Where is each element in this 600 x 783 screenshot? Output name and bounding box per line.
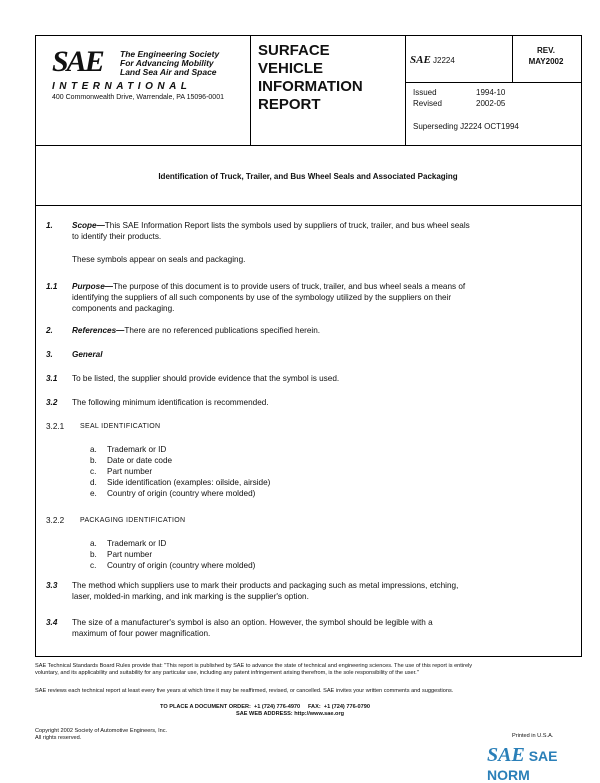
header-col-divider-3 xyxy=(512,35,513,82)
list-item: c. xyxy=(90,561,97,570)
section-1-1-number: 1.1 xyxy=(46,282,58,291)
rev-divider xyxy=(405,82,581,83)
sae-norm-watermark: SAE SAE NORM xyxy=(487,744,558,783)
list-item-text: Country of origin (country where molded) xyxy=(107,489,256,498)
web-address-line: SAE WEB ADDRESS: http://www.sae.org xyxy=(236,711,345,717)
section-3-2-2-heading: PACKAGING IDENTIFICATION xyxy=(80,517,186,524)
policy-line-2: voluntary, and its applicability and suitability for any particular use, including any patent infringement arising therefrom, is the sole responsibility of the user." xyxy=(35,670,419,676)
rights-reserved: All rights reserved. xyxy=(35,735,82,741)
report-type-title: SURFACE VEHICLE INFORMATION REPORT xyxy=(258,42,363,113)
section-2-text: References—There are no referenced publications specified herein. xyxy=(72,326,321,335)
policy-line-1: SAE Technical Standards Board Rules provide that: "This report is published by SAE to advance the state of technical and engineering sciences. The use of this report is entirely xyxy=(35,663,473,669)
list-item: e. xyxy=(90,489,97,498)
section-3-heading: General xyxy=(72,350,103,359)
issued-row: Issued 1994-10 xyxy=(413,88,506,97)
printed-in: Printed in U.S.A. xyxy=(512,733,554,739)
list-item: c. xyxy=(90,467,97,476)
header-col-divider-2 xyxy=(405,35,406,145)
policy-line-3: SAE reviews each technical report at least every five years at which time it may be reaffirmed, revised, or cancelled. SAE invites your written comments and suggestions. xyxy=(35,688,454,694)
section-1-line-2: to identify their products. xyxy=(72,232,162,241)
section-3-2-1-heading: SEAL IDENTIFICATION xyxy=(80,423,161,430)
sae-logo: SAE xyxy=(52,45,103,78)
section-3-3-line-1: The method which suppliers use to mark their products and packaging such as metal impressions, etching, xyxy=(72,581,459,590)
title-divider xyxy=(35,205,581,206)
list-item-text: Trademark or ID xyxy=(107,445,167,454)
section-1-1-line-3: components and packaging. xyxy=(72,304,175,313)
header-divider xyxy=(35,145,581,146)
list-item: b. xyxy=(90,456,97,465)
sae-address: 400 Commonwealth Drive, Warrendale, PA 15096-0001 xyxy=(52,94,224,101)
order-line: TO PLACE A DOCUMENT ORDER: +1 (724) 776-4970 FAX: +1 (724) 776-0790 xyxy=(160,704,370,710)
section-3-4-number: 3.4 xyxy=(46,618,58,627)
section-3-3-number: 3.3 xyxy=(46,581,58,590)
list-item-text: Date or date code xyxy=(107,456,173,465)
revision-box: REV. MAY2002 xyxy=(528,46,564,66)
copyright: Copyright 2002 Society of Automotive Engineers, Inc. xyxy=(35,728,168,734)
document-number: SAE J2224 xyxy=(410,54,455,66)
superseding: Superseding J2224 OCT1994 xyxy=(413,122,519,131)
section-3-2-number: 3.2 xyxy=(46,398,58,407)
section-1-number: 1. xyxy=(46,221,53,230)
revised-row: Revised 2002-05 xyxy=(413,99,506,108)
logo-tagline: The Engineering Society For Advancing Mobility Land Sea Air and Space xyxy=(120,49,220,77)
list-item: b. xyxy=(90,550,97,559)
section-3-1-text: To be listed, the supplier should provide evidence that the symbol is used. xyxy=(72,374,340,383)
list-item: d. xyxy=(90,478,97,487)
list-item-text: Side identification (examples: oilside, airside) xyxy=(107,478,271,487)
section-1-1-line-2: identifying the suppliers of all such components by use of the symbology utilized by the suppliers on their xyxy=(72,293,452,302)
list-item-text: Part number xyxy=(107,550,153,559)
section-3-2-2-number: 3.2.2 xyxy=(46,516,65,525)
section-1-line-1: Scope—This SAE Information Report lists the symbols used by suppliers of truck, trailer, and bus wheel seals xyxy=(72,221,470,230)
section-3-2-1-number: 3.2.1 xyxy=(46,422,65,431)
list-item: a. xyxy=(90,445,97,454)
list-item: a. xyxy=(90,539,97,548)
document-title: Identification of Truck, Trailer, and Bus Wheel Seals and Associated Packaging xyxy=(158,172,458,181)
section-3-1-number: 3.1 xyxy=(46,374,58,383)
header-col-divider-1 xyxy=(250,35,251,145)
section-3-4-line-2: maximum of four power magnification. xyxy=(72,629,211,638)
list-item-text: Part number xyxy=(107,467,153,476)
logo-international: INTERNATIONAL xyxy=(52,81,192,92)
section-2-number: 2. xyxy=(46,326,53,335)
section-3-4-line-1: The size of a manufacturer's symbol is also an option. However, the symbol should be legible with a xyxy=(72,618,433,627)
section-1-1-line-1: Purpose—The purpose of this document is to provide users of truck, trailer, and bus wheel seals a means of xyxy=(72,282,466,291)
list-item-text: Country of origin (country where molded) xyxy=(107,561,256,570)
section-1-paragraph-2: These symbols appear on seals and packaging. xyxy=(72,255,246,264)
section-3-3-line-2: laser, molded-in marking, and ink marking is the supplier's option. xyxy=(72,592,309,601)
list-item-text: Trademark or ID xyxy=(107,539,167,548)
section-3-number: 3. xyxy=(46,350,53,359)
section-3-2-text: The following minimum identification is recommended. xyxy=(72,398,269,407)
